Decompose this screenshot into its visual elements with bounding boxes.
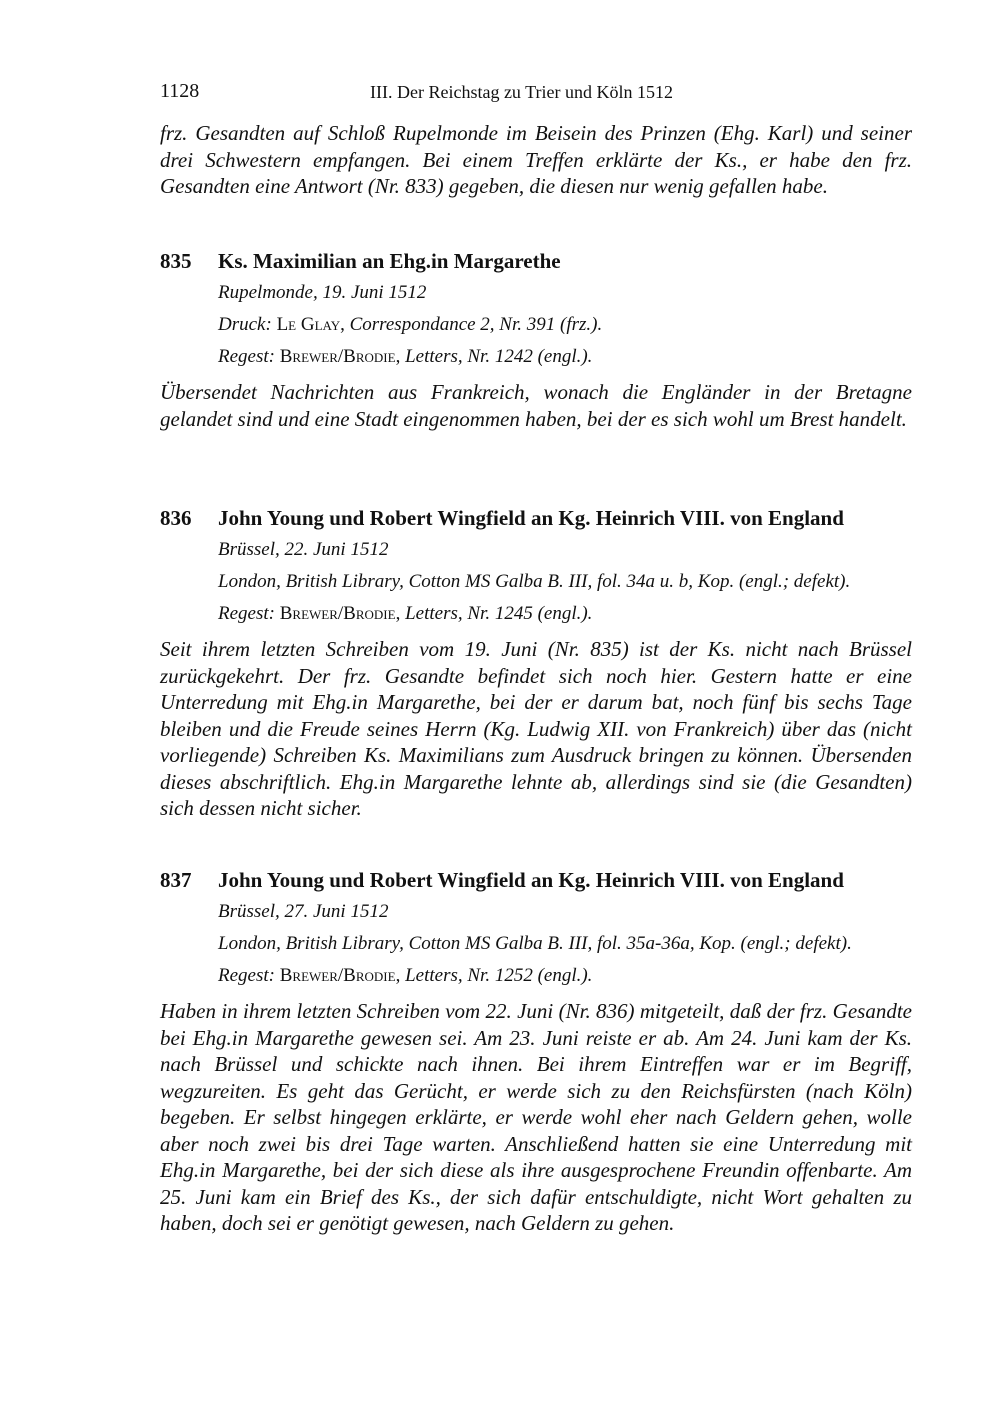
entry-number: 836 bbox=[160, 506, 192, 530]
running-title: III. Der Reichstag zu Trier und Köln 1512 bbox=[370, 82, 673, 102]
regest-label: Regest: bbox=[218, 603, 275, 624]
entry-837 bbox=[160, 867, 912, 1237]
druck-line bbox=[218, 309, 912, 341]
entry-title: John Young und Robert Wingfield an Kg. Heinrich VIII. von England bbox=[218, 506, 844, 530]
source-line: London, British Library, Cotton MS Galba B. III, fol. 35a-36a, Kop. (engl.; defekt). bbox=[218, 933, 852, 954]
entry-title: John Young und Robert Wingfield an Kg. Heinrich VIII. von England bbox=[218, 868, 844, 892]
regest-author: Brewer/Brodie, bbox=[279, 346, 401, 367]
running-head bbox=[160, 80, 912, 108]
continuation-paragraph: frz. Gesandten auf Schloß Rupelmonde im Beisein des Prinzen (Ehg. Karl) und seiner drei Schwestern empfangen. Bei einem Treffen erklärte der Ks., er habe den frz. Gesandten eine Antwort (Nr. 833) gegeben, die diesen nur wenig gefallen habe. bbox=[160, 121, 912, 198]
place-date: Brüssel, 27. Juni 1512 bbox=[218, 901, 389, 922]
entry-summary: Haben in ihrem letzten Schreiben vom 22. Juni (Nr. 836) mitgeteilt, daß der frz. Gesandte bei Ehg.in Margarethe gewesen sei. Am 23. Juni reiste er ab. Am 24. Juni kam der Ks. nach Brüssel und schickte nach ihnen. Bei ihrem Eintreffen war er im Begriff, wegzureiten. Es geht das Gerücht, er werde sich zu den Reichsfürsten (nach Köln) begeben. Er selbst hingegen erklärte, er werde wohl eher nach Geldern gehen, wolle aber noch zwei bis drei Tage warten. Anschließend hatten sie eine Unterredung mit Ehg.in Margarethe, bei der sich diese als ihre ausgesprochene Freundin offenbarte. Am 25. Juni kam ein Brief des Ks., der sich dafür entschuldigte, nicht Wort gehalten zu haben, doch sei er genötigt gewesen, nach Geldern zu gehen. bbox=[160, 999, 912, 1235]
entry-number: 837 bbox=[160, 868, 192, 892]
regest-reference: Letters, Nr. 1242 (engl.). bbox=[405, 346, 593, 367]
regest-line bbox=[218, 960, 912, 992]
entry-835 bbox=[160, 248, 912, 432]
entry-heading bbox=[160, 505, 912, 531]
druck-reference: Correspondance 2, Nr. 391 (frz.). bbox=[349, 314, 603, 335]
regest-label: Regest: bbox=[218, 346, 275, 367]
entry-metadata bbox=[218, 277, 912, 373]
entry-summary: Übersendet Nachrichten aus Frankreich, wonach die Engländer in der Bretagne gelandet sind und eine Stadt eingenommen haben, bei der es sich wohl um Brest handelt. bbox=[160, 380, 912, 431]
regest-author: Brewer/Brodie, bbox=[279, 603, 401, 624]
entry-metadata bbox=[218, 534, 912, 630]
druck-label: Druck: bbox=[218, 314, 272, 335]
regest-reference: Letters, Nr. 1252 (engl.). bbox=[405, 965, 593, 986]
regest-line bbox=[218, 598, 912, 630]
entry-summary: Seit ihrem letzten Schreiben vom 19. Juni (Nr. 835) ist der Ks. nicht nach Brüssel zurückgekehrt. Der frz. Gesandte befindet sich noch hier. Gestern hatte er eine Unterredung mit Ehg.in Margarethe, bei der er darum bat, noch fünf bis sechs Tage bleiben und die Freude seines Herrn (Kg. Ludwig XII. von Frankreich) über das (nicht vorliegende) Schreiben Ks. Maximilians zum Ausdruck bringen zu können. Übersenden dieses abschriftlich. Ehg.in Margarethe lehnte ab, allerdings sind sie (die Gesandten) sich dessen nicht sicher. bbox=[160, 637, 912, 820]
entry-heading bbox=[160, 248, 912, 274]
regest-line bbox=[218, 341, 912, 373]
entry-metadata bbox=[218, 896, 912, 992]
druck-author: Le Glay, bbox=[276, 314, 345, 335]
regest-reference: Letters, Nr. 1245 (engl.). bbox=[405, 603, 593, 624]
source-line: London, British Library, Cotton MS Galba B. III, fol. 34a u. b, Kop. (engl.; defekt). bbox=[218, 571, 851, 592]
entry-title: Ks. Maximilian an Ehg.in Margarethe bbox=[218, 249, 561, 273]
entry-836 bbox=[160, 505, 912, 822]
place-date: Brüssel, 22. Juni 1512 bbox=[218, 539, 389, 560]
regest-author: Brewer/Brodie, bbox=[279, 965, 401, 986]
entry-heading bbox=[160, 867, 912, 893]
regest-label: Regest: bbox=[218, 965, 275, 986]
place-date: Rupelmonde, 19. Juni 1512 bbox=[218, 282, 427, 303]
entry-number: 835 bbox=[160, 249, 192, 273]
page-number: 1128 bbox=[160, 80, 200, 102]
